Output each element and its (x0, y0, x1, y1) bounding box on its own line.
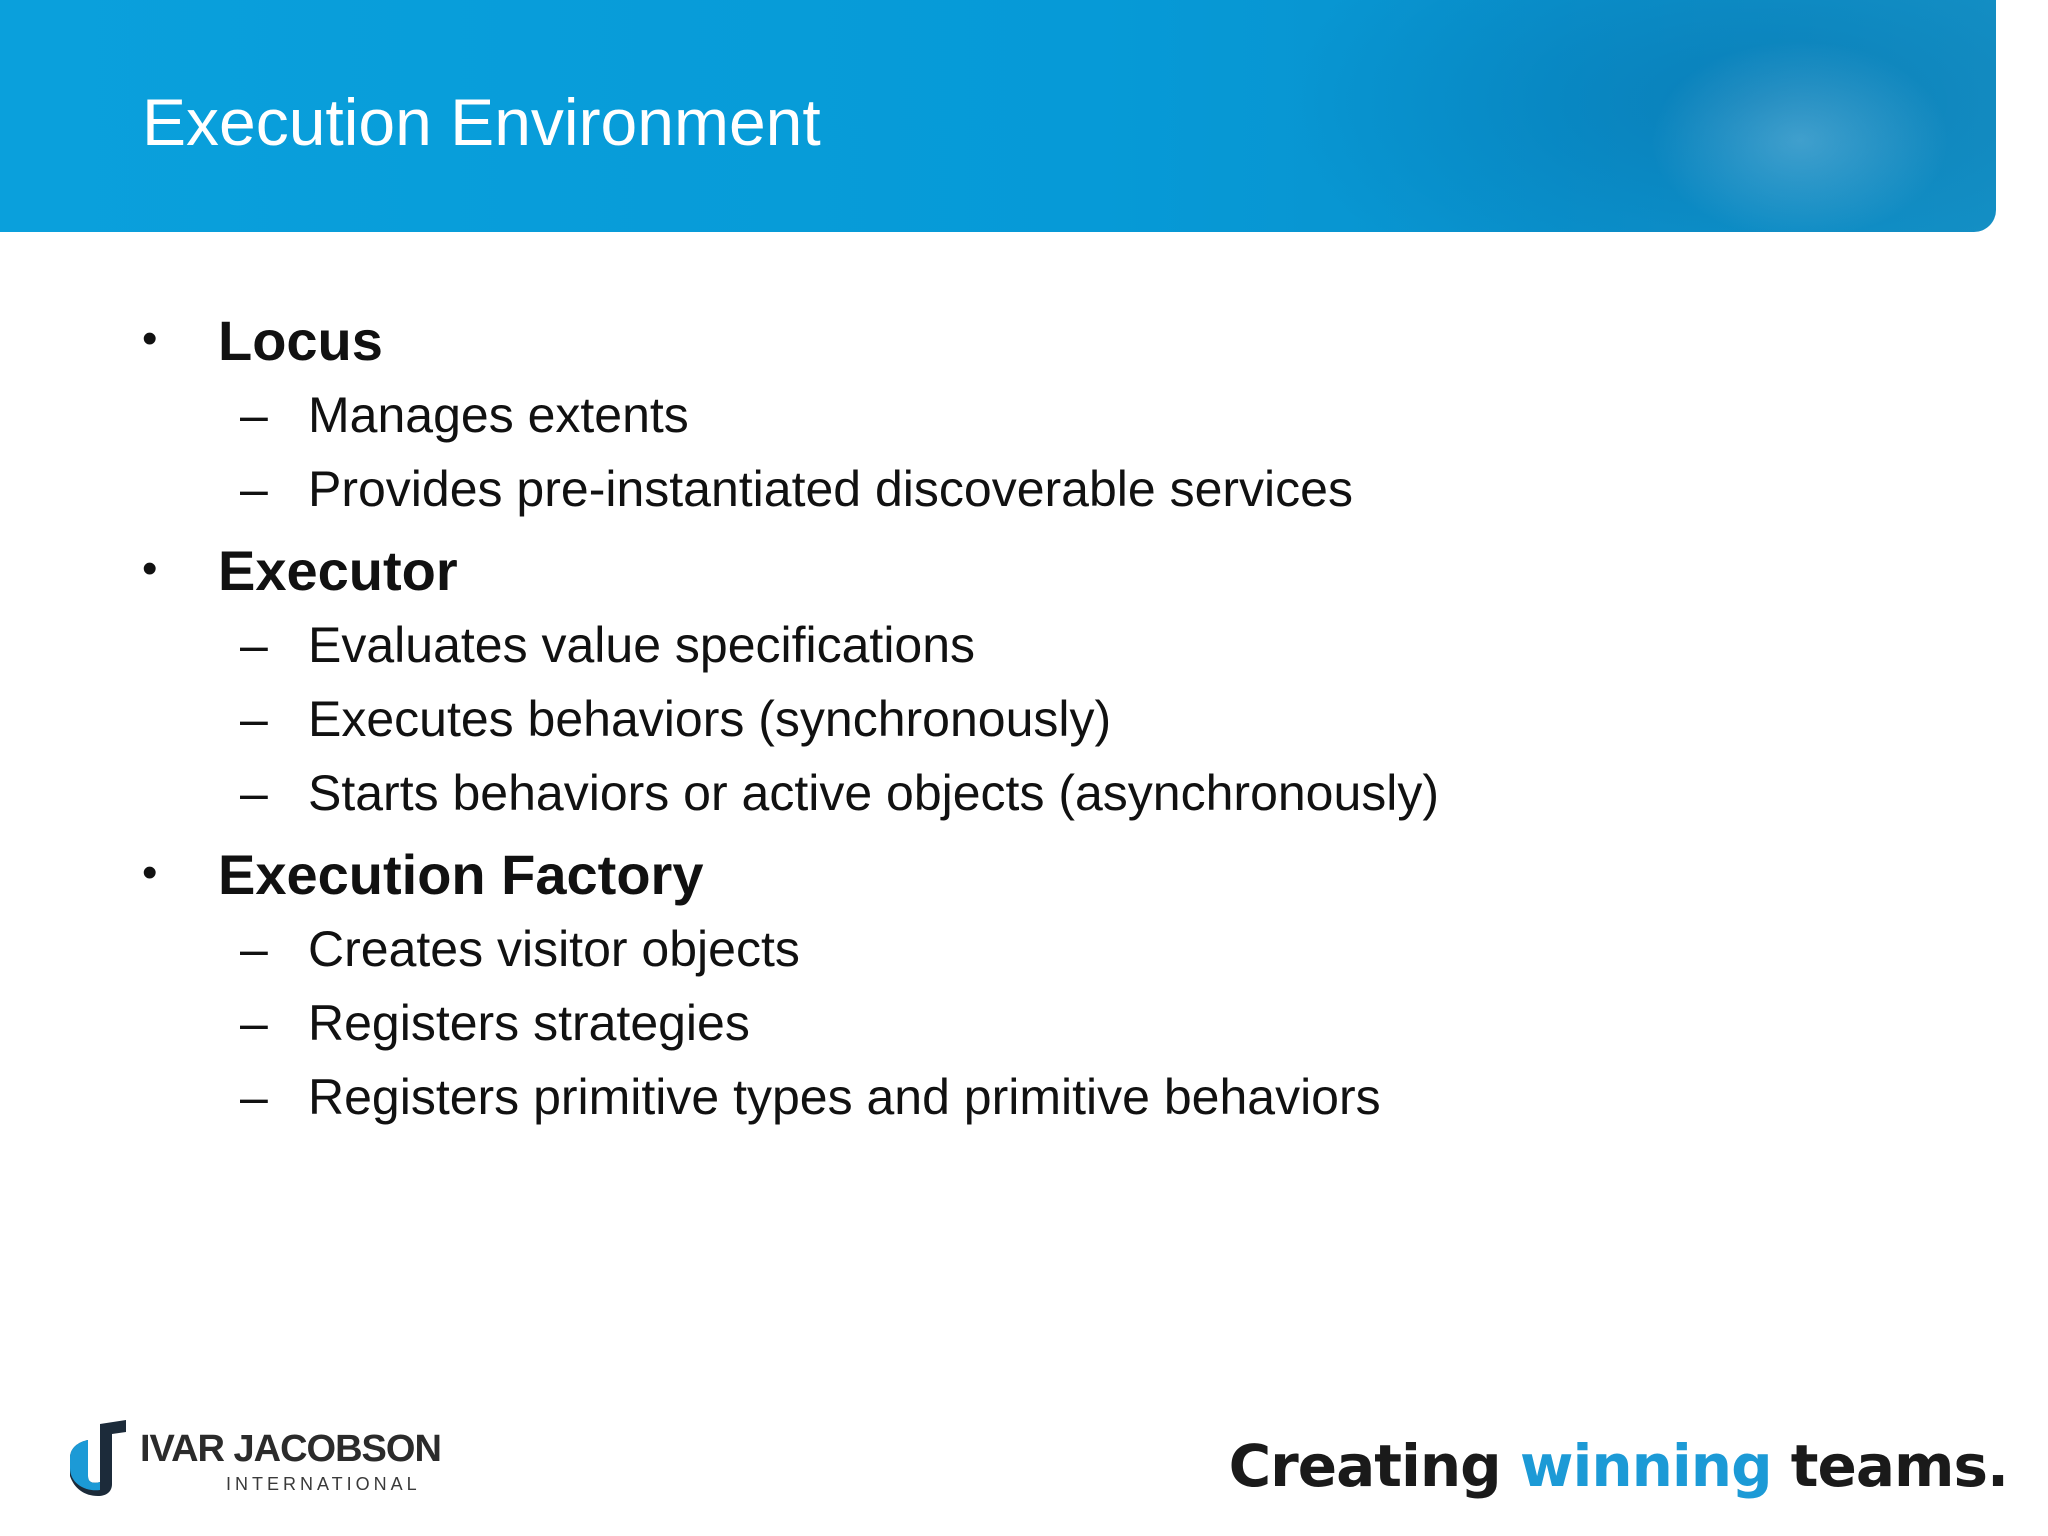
sub-item-text: Evaluates value specifications (308, 617, 976, 673)
sub-item-marker: – (240, 921, 268, 977)
sub-item-text: Creates visitor objects (308, 921, 800, 977)
sub-item-text: Registers primitive types and primitive behaviors (308, 1069, 1381, 1125)
sub-item-text: Registers strategies (308, 995, 750, 1051)
title-banner (0, 0, 1996, 232)
banner-highlight (1650, 40, 1950, 232)
bullet-marker: • (142, 544, 158, 593)
tagline-part2: teams. (1771, 1432, 2008, 1500)
logo-subtitle: INTERNATIONAL (226, 1474, 421, 1494)
logo-mark-icon (66, 1418, 132, 1498)
sub-item-marker: – (240, 765, 268, 821)
sub-item-text: Executes behaviors (synchronously) (308, 691, 1112, 747)
tagline-accent: winning (1519, 1432, 1772, 1500)
sub-item-marker: – (240, 461, 268, 517)
sub-item-marker: – (240, 387, 268, 443)
tagline (1229, 1432, 2008, 1500)
sub-item-text: Starts behaviors or active objects (asynchronously) (308, 765, 1440, 821)
sub-item-text: Manages extents (308, 387, 689, 443)
tagline-part1: Creating (1228, 1432, 1520, 1500)
bullet-label: Execution Factory (218, 843, 704, 906)
slide-title: Execution Environment (142, 85, 821, 159)
bullet-label: Locus (218, 309, 383, 372)
sub-item-marker: – (240, 1069, 268, 1125)
sub-item-marker: – (240, 617, 268, 673)
bullet-marker: • (142, 314, 158, 363)
company-logo (66, 1418, 441, 1498)
sub-item-marker: – (240, 995, 268, 1051)
bullet-label: Executor (218, 539, 458, 602)
bullet-marker: • (142, 848, 158, 897)
sub-item-marker: – (240, 691, 268, 747)
sub-item-text: Provides pre-instantiated discoverable services (308, 461, 1353, 517)
logo-name: IVAR JACOBSON (140, 1428, 441, 1470)
